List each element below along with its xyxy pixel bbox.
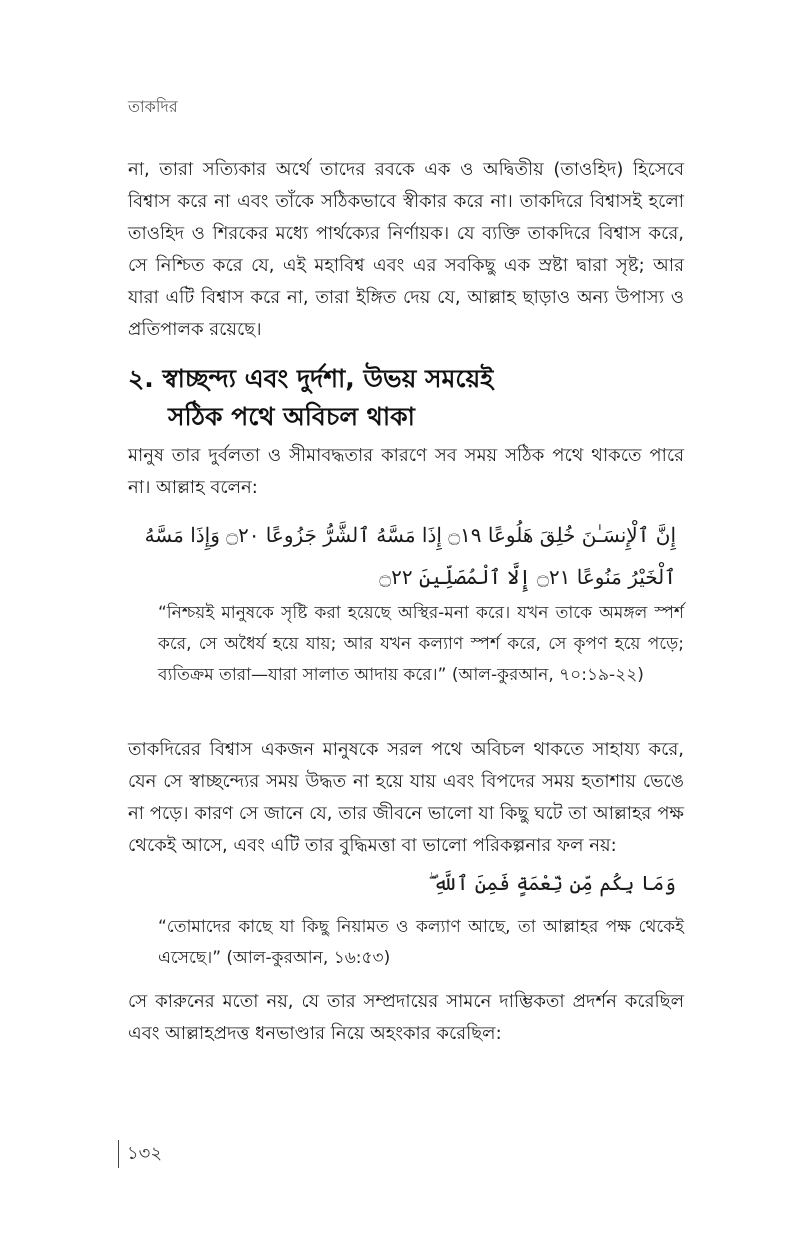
- paragraph-2: মানুষ তার দুর্বলতা ও সীমাবদ্ধতার কারণে সব সময় সঠিক পথে থাকতে পারে না। আল্লাহ বলেন:: [128, 445, 684, 498]
- section-heading: [128, 360, 688, 436]
- section-heading-line-1: ২. স্বাচ্ছন্দ্য এবং দুর্দশা, উভয় সময়েই: [128, 364, 494, 393]
- paragraph-4: সে কারুনের মতো নয়, যে তার সম্প্রদায়ের সামনে দাম্ভিকতা প্রদর্শন করেছিল এবং আল্লাহপ্রদত্ত ধনভাণ্ডার নিয়ে অহংকার করেছিল:: [128, 991, 684, 1044]
- quote-2: “তোমাদের কাছে যা কিছু নিয়ামত ও কল্যাণ আছে, তা আল্লাহর পক্ষ থেকেই এসেছে।” (আল-কুরআন, ১৬:৫৩): [158, 917, 684, 968]
- quote-1: “নিশ্চয়ই মানুষকে সৃষ্টি করা হয়েছে অস্থির-মনা করে। যখন তাকে অমঙ্গল স্পর্শ করে, সে অধৈর্য হয়ে যায়; আর যখন কল্যাণ স্পর্শ করে, সে কৃপণ হয়ে পড়ে; ব্যতিক্রম তারা—যারা সালাত আদায় করে।” (আল-কুরআন, ৭০:১৯-২২): [158, 603, 684, 685]
- section-heading-line-2: সঠিক পথে অবিচল থাকা: [168, 402, 415, 431]
- arabic-verse-2: وَمَا بِكُم مِّن نِّعْمَةٍ فَمِنَ ٱللَّهِ ۖ: [428, 871, 676, 895]
- running-head: তাকদির: [128, 97, 178, 116]
- intro-paragraph: না, তারা সত্যিকার অর্থে তাদের রবকে এক ও অদ্বিতীয় (তাওহিদ) হিসেবে বিশ্বাস করে না এবং তাঁকে সঠিকভাবে স্বীকার করে না। তাকদিরে বিশ্বাসই হলো তাওহিদ ও শিরকের মধ্যে পার্থক্যের নির্ণায়ক। যে ব্যক্তি তাকদিরে বিশ্বাস করে, সে নিশ্চিত করে যে, এই মহাবিশ্ব এবং এর সবকিছু এক স্রষ্টা দ্বারা সৃষ্ট; আর যারা এটি বিশ্বাস করে না, তারা ইঙ্গিত দেয় যে, আল্লাহ ছাড়াও অন্য উপাস্য ও প্রতিপালক রয়েছে।: [128, 159, 684, 340]
- paragraph-3: তাকদিরের বিশ্বাস একজন মানুষকে সরল পথে অবিচল থাকতে সাহায্য করে, যেন সে স্বাচ্ছন্দ্যের সময় উদ্ধত না হয়ে যায় এবং বিপদের সময় হতাশায় ভেঙে না পড়ে। কারণ সে জানে যে, তার জীবনে ভালো যা কিছু ঘটে তা আল্লাহর পক্ষ থেকেই আসে, এবং এটি তার বুদ্ধিমত্তা বা ভালো পরিকল্পনার ফল নয়:: [128, 739, 684, 856]
- page-number: ১৩২: [118, 1140, 162, 1168]
- arabic-verse-1: إِنَّ ٱلْإِنسَـٰنَ خُلِقَ هَلُوعًا ۝١٩ إِذَا مَسَّهُ ٱلشَّرُّ جَزُوعًا ۝٢٠ وَإِذَا مَسَّهُ ٱلْخَيْرُ مَنُوعًا ۝٢١ إِلَّا ٱلْمُصَلِّينَ ۝٢٢: [144, 523, 676, 589]
